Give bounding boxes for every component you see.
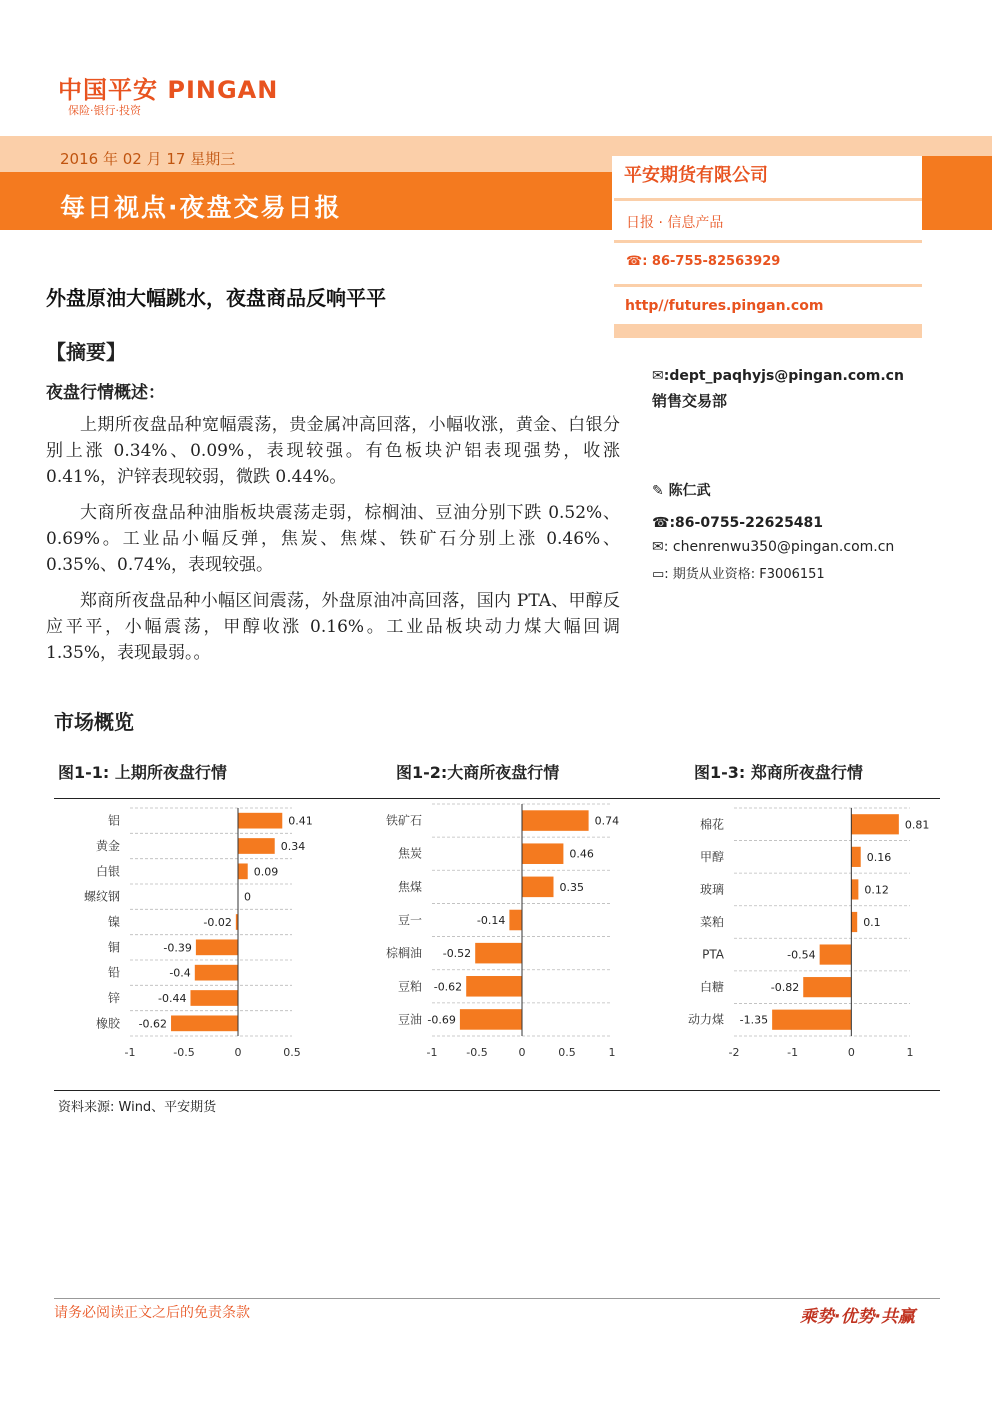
data-label: -0.44: [158, 992, 187, 1005]
chart-title-dce: 图1-2:大商所夜盘行情: [396, 763, 560, 782]
bar-shfe-7: [190, 990, 238, 1006]
data-label: 0.1: [863, 916, 881, 929]
data-label: -0.54: [787, 948, 816, 962]
tick-label: -0.5: [173, 1046, 195, 1059]
category-label: 黄金: [95, 839, 120, 853]
bar-shfe-0: [238, 813, 282, 829]
category-label: 焦炭: [397, 846, 422, 861]
category-label: 动力煤: [687, 1012, 724, 1027]
chart-bottom-rule: [54, 1090, 940, 1091]
data-label: -0.4: [169, 966, 191, 980]
dept-name: 销售交易部: [652, 392, 728, 410]
bar-dce-5: [466, 976, 522, 997]
header-band-right-edge: [922, 156, 992, 230]
divider: [614, 284, 922, 287]
category-label: 橡胶: [95, 1016, 120, 1031]
data-label: 0.46: [569, 847, 594, 861]
tick-label: -0.5: [466, 1046, 488, 1059]
category-label: 螺纹钢: [83, 889, 120, 904]
data-label: 0.12: [864, 883, 889, 897]
category-label: 玻璃: [699, 882, 724, 897]
bar-shfe-8: [171, 1015, 238, 1031]
analyst-license: ▭: 期货从业资格: F3006151: [652, 567, 825, 582]
bar-czce-6: [772, 1010, 851, 1030]
category-label: 豆油: [397, 1012, 422, 1027]
category-label: 锌: [107, 991, 120, 1005]
category-label: 甲醇: [699, 849, 724, 864]
bar-shfe-5: [196, 939, 238, 955]
chart-top-rule: [54, 798, 940, 799]
analyst-email-link[interactable]: ✉: chenrenwu350@pingan.com.cn: [652, 539, 895, 555]
paragraph-dce: 大商所夜盘品种油脂板块震荡走弱，棕榈油、豆油分别下跌 0.52%、0.69%。工业品小幅反弹，焦炭、焦煤、铁矿石分别上涨 0.46%、0.35%、0.74%，表现较强。: [46, 503, 620, 575]
data-label: 0.41: [288, 814, 313, 828]
bar-dce-6: [460, 1009, 522, 1030]
tick-label: -1: [787, 1046, 799, 1059]
chart-czce: [670, 800, 940, 1070]
tick-label: 0.5: [283, 1046, 301, 1059]
report-title: 每日视点·夜盘交易日报: [60, 193, 342, 222]
bar-dce-4: [475, 943, 522, 964]
disclaimer-link[interactable]: 请务必阅读正文之后的免责条款: [54, 1305, 250, 1321]
category-label: 焦煤: [397, 879, 422, 894]
bar-czce-0: [851, 814, 899, 834]
chart-shfe: [60, 800, 350, 1070]
data-label: 0: [244, 890, 251, 904]
bar-shfe-6: [195, 965, 238, 981]
company-website-link[interactable]: http//futures.pingan.com: [625, 298, 824, 314]
category-label: 铅: [107, 965, 120, 980]
data-label: -1.35: [739, 1013, 769, 1027]
category-label: 白糖: [699, 980, 724, 995]
tick-label: 0: [518, 1046, 526, 1059]
report-date: 2016 年 02 月 17 星期三: [60, 150, 236, 168]
overview-title: 夜盘行情概述：: [46, 383, 165, 403]
analyst-phone: ☎:86-0755-22625481: [652, 515, 824, 531]
category-label: 铜: [107, 940, 120, 955]
tick-label: 0: [234, 1046, 242, 1059]
category-label: 白银: [95, 864, 120, 879]
bar-dce-1: [522, 843, 563, 864]
bar-dce-2: [522, 877, 554, 898]
bar-shfe-1: [238, 838, 275, 854]
tick-label: -2: [728, 1046, 740, 1059]
category-label: PTA: [702, 947, 724, 962]
bar-shfe-2: [238, 863, 248, 879]
company-slogan: 乘势·优势·共赢: [800, 1307, 915, 1327]
tick-label: 0.5: [558, 1046, 576, 1059]
tick-label: -1: [426, 1046, 438, 1059]
data-label: -0.02: [203, 916, 232, 929]
header-band-right: [612, 136, 992, 156]
tick-label: -1: [124, 1046, 136, 1059]
footer-divider: [54, 1298, 940, 1299]
data-label: 0.74: [594, 814, 620, 828]
data-label: 0.34: [280, 840, 306, 853]
category-label: 铁矿石: [385, 813, 422, 828]
company-logo: 中国平安 PINGAN: [58, 76, 279, 104]
market-overview-title: 市场概览: [54, 710, 134, 734]
category-label: 菜粕: [699, 915, 724, 929]
divider-bar: [614, 324, 922, 338]
bar-dce-3: [509, 910, 522, 931]
category-label: 棉花: [699, 817, 724, 832]
paragraph-shfe: 上期所夜盘品种宽幅震荡，贵金属冲高回落，小幅收涨，黄金、白银分别上涨 0.34%、0.09%，表现较强。有色板块沪铝表现强势，收涨 0.41%，沪锌表现较弱，微跌 0.44%。: [46, 415, 620, 487]
summary-title: 【摘要】: [46, 340, 126, 364]
logo-tagline: 保险·银行·投资: [68, 104, 141, 117]
analyst-name: ✎ 陈仁武: [652, 483, 711, 499]
dept-email-link[interactable]: ✉:dept_paqhyjs@pingan.com.cn: [652, 368, 904, 384]
category-label: 棕榈油: [385, 946, 422, 961]
data-label: -0.82: [770, 981, 800, 995]
company-phone: ☎: 86-755-82563929: [626, 254, 781, 269]
data-label: -0.69: [427, 1013, 456, 1027]
chart-dce: [370, 800, 640, 1070]
company-name: 平安期货有限公司: [624, 165, 768, 186]
data-label: 0.16: [866, 850, 892, 864]
bar-dce-0: [522, 810, 589, 831]
divider: [614, 198, 922, 201]
bar-czce-1: [851, 847, 860, 867]
bar-czce-5: [803, 977, 851, 997]
chart-title-shfe: 图1-1: 上期所夜盘行情: [58, 763, 227, 782]
tick-label: 1: [608, 1046, 616, 1059]
article-headline: 外盘原油大幅跳水，夜盘商品反响平平: [46, 286, 386, 310]
divider: [614, 240, 922, 243]
chart-title-czce: 图1-3: 郑商所夜盘行情: [694, 763, 863, 782]
tick-label: 0: [847, 1046, 855, 1059]
data-label: -0.62: [433, 980, 463, 994]
data-label: -0.52: [442, 947, 472, 961]
category-label: 豆粕: [397, 979, 422, 994]
bar-czce-3: [851, 912, 857, 932]
data-label: -0.62: [138, 1017, 168, 1031]
data-label: 0.81: [904, 818, 930, 832]
bar-czce-2: [851, 879, 858, 899]
product-type: 日报 · 信息产品: [626, 215, 724, 231]
data-label: 0.35: [559, 880, 584, 894]
category-label: 铝: [107, 813, 120, 828]
data-label: 0.09: [253, 865, 279, 879]
paragraph-czce: 郑商所夜盘品种小幅区间震荡，外盘原油冲高回落，国内 PTA、甲醇反应平平，小幅震荡，甲醇收涨 0.16%。工业品板块动力煤大幅回调 1.35%，表现最弱。。: [46, 591, 620, 663]
data-label: -0.39: [163, 941, 192, 955]
category-label: 豆一: [397, 913, 422, 927]
category-label: 镍: [107, 915, 120, 929]
tick-label: 1: [906, 1046, 914, 1059]
data-source: 资料来源: Wind、平安期货: [58, 1100, 217, 1115]
bar-czce-4: [820, 944, 852, 964]
data-label: -0.14: [476, 914, 506, 927]
